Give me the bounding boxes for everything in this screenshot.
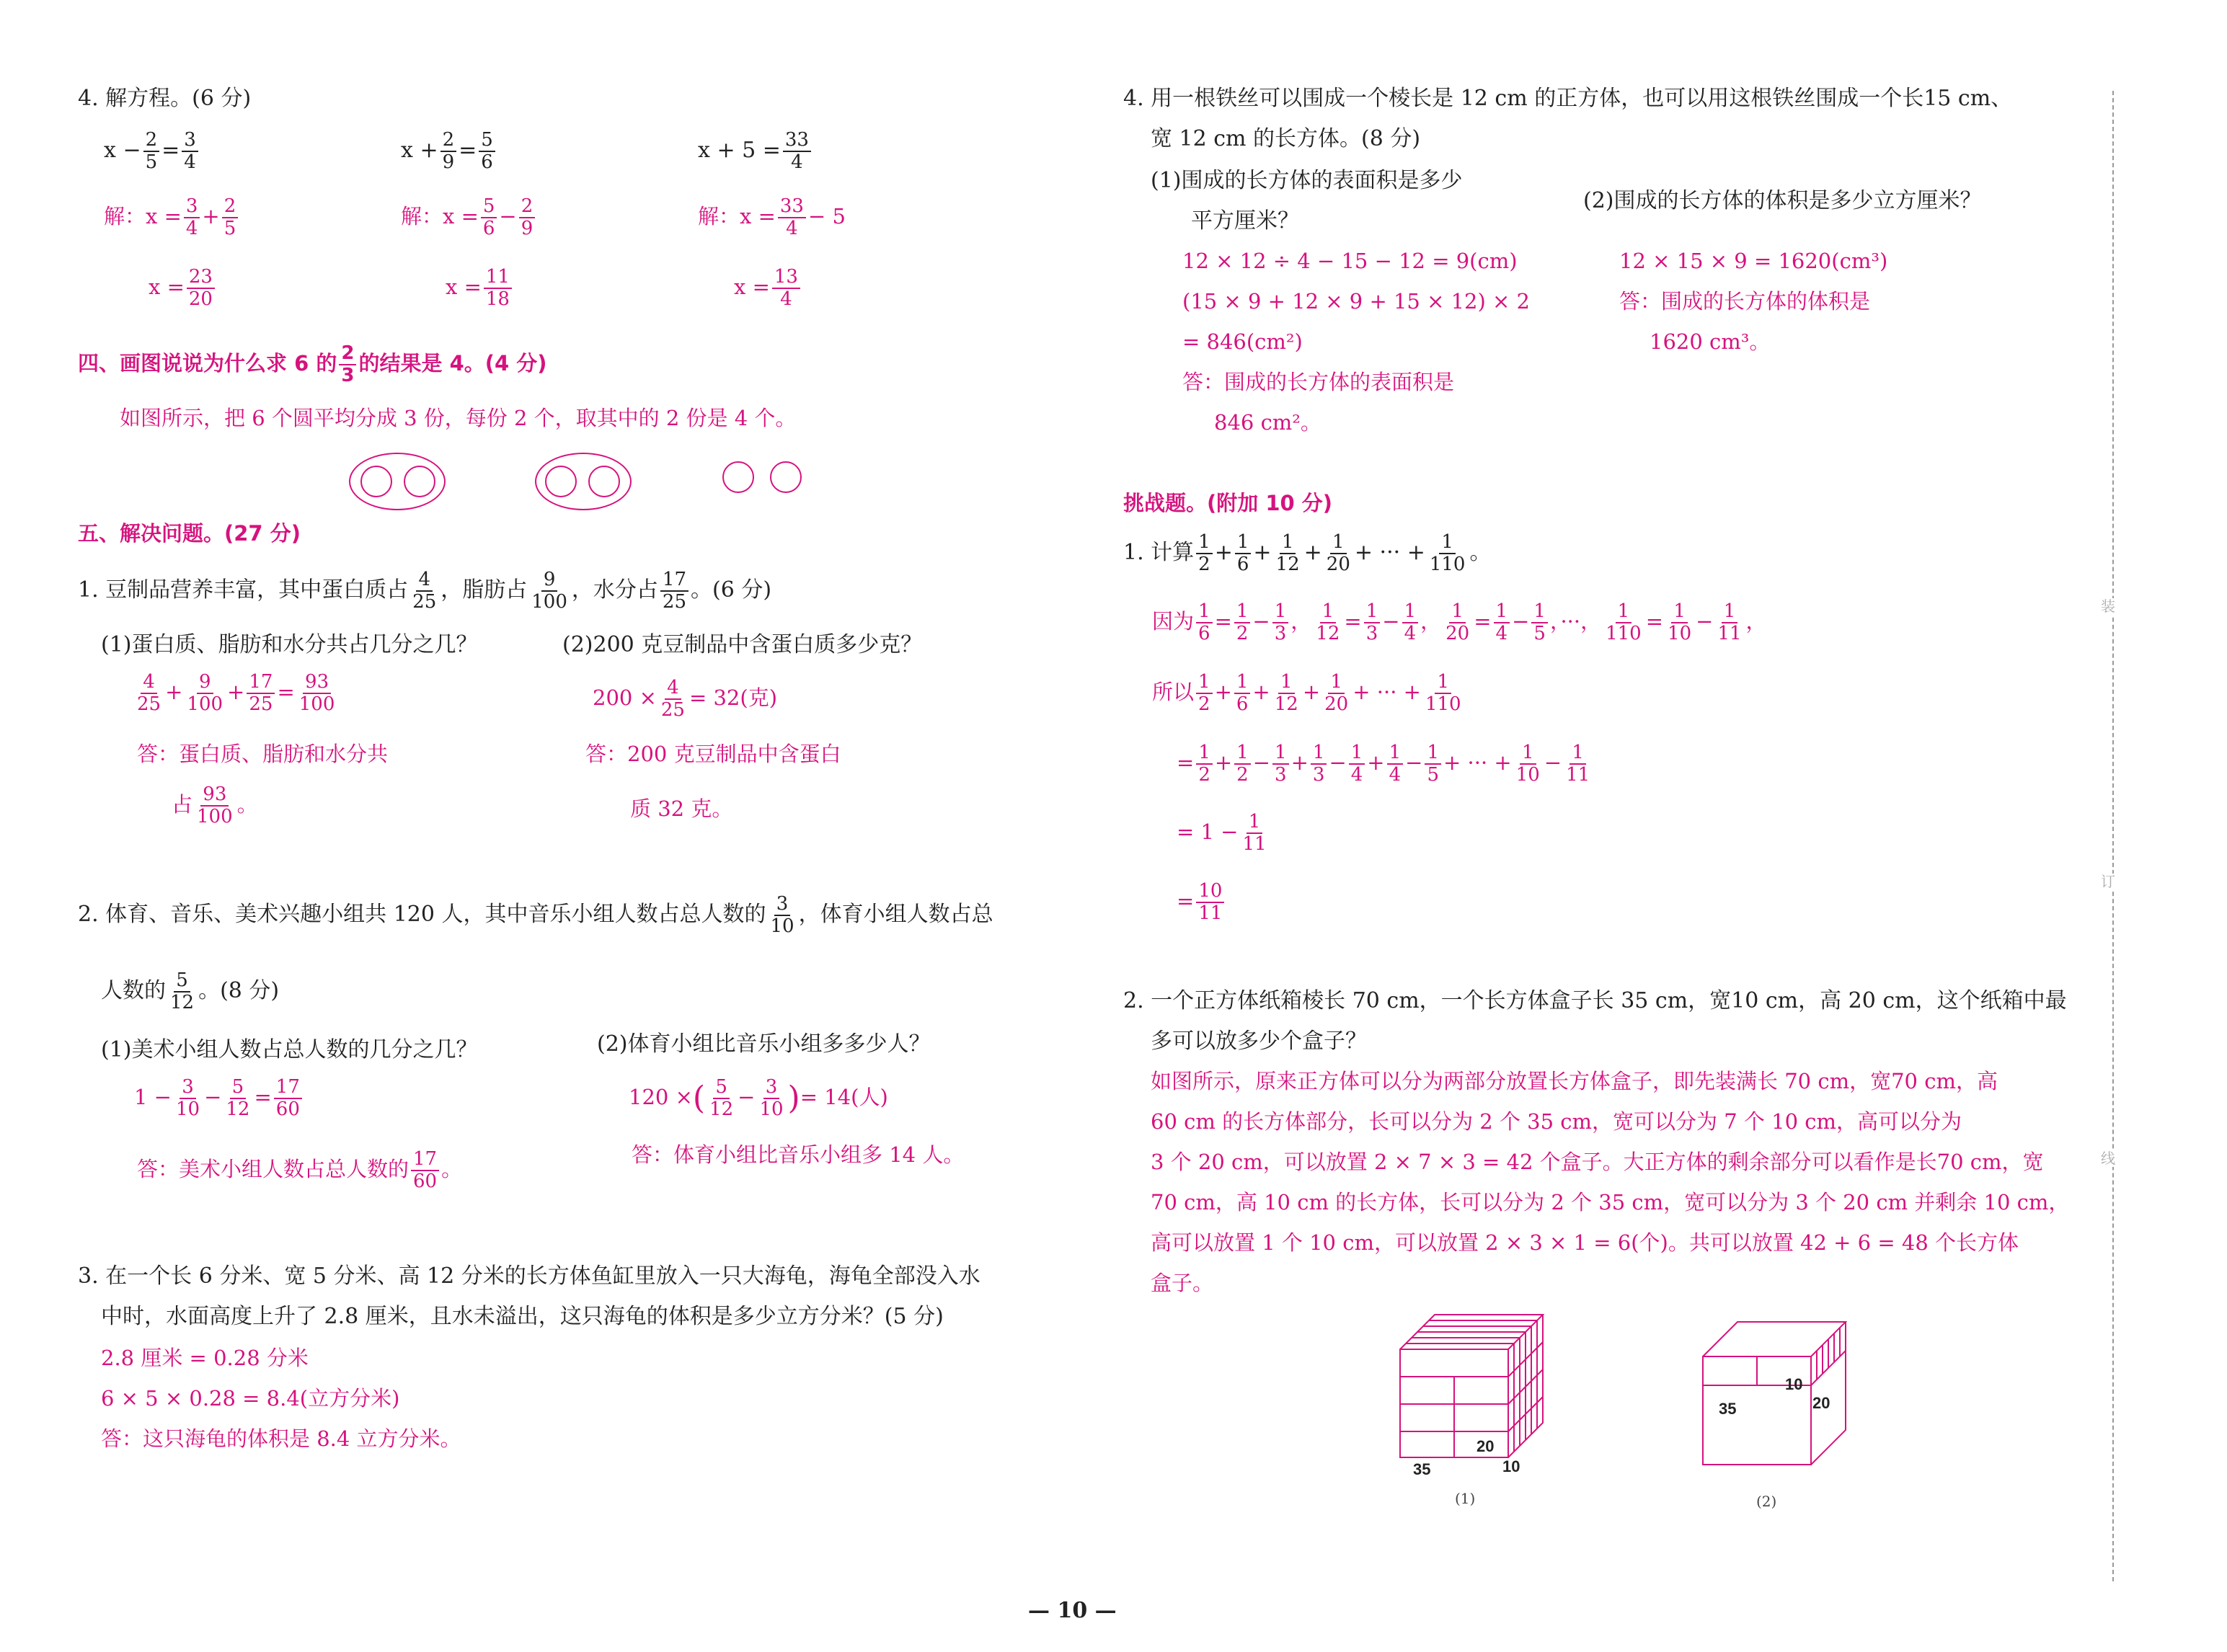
equation-2: x + $\frac{2}{9}$ = $\frac{5}{6}$ — [401, 130, 497, 173]
fraction: $\frac{1}{20}$ — [1324, 671, 1349, 716]
equation-2-step2: x = $\frac{11}{18}$ — [446, 267, 514, 310]
cube-1-label-35: 35 — [1413, 1460, 1431, 1478]
right-problem-4-answer-5: 846 cm²。 — [1214, 410, 1321, 435]
problem-2-answer-1: 答：美术小组人数占总人数的 $\frac{17}{60}$ 。 — [137, 1148, 463, 1193]
problem-3-answer-3: 答：这只海龟的体积是 8.4 立方分米。 — [101, 1426, 461, 1451]
challenge-2-answer-line-6: 盒子。 — [1151, 1271, 1214, 1295]
problem-1-calc1: $\frac{4}{25}$ + $\frac{9}{100}$ + $\frac{17}{25}$ = $\frac{93}{100}$ — [137, 671, 335, 716]
right-problem-4-answer-3: = 846(cm²) — [1182, 329, 1303, 354]
challenge-2-line1: 2. 一个正方体纸箱棱长 70 cm，一个长方体盒子长 35 cm，宽10 cm，高 20 cm，这个纸箱中最 — [1123, 988, 2067, 1013]
problem-1: 1. 豆制品营养丰富，其中蛋白质占 $\frac{4}{25}$ ，脂肪占 $\frac{9}{100}$ ，水分占 $\frac{17}{25}$ 。(6 分) — [78, 569, 772, 613]
binding-char-xian: 线 — [2101, 1150, 2115, 1167]
circle — [722, 461, 754, 493]
challenge-1-step4: = $\frac{10}{11}$ — [1177, 881, 1226, 924]
right-problem-4-sub1b: 平方厘米？ — [1191, 208, 1299, 234]
page-number: — 10 — — [1028, 1598, 1117, 1623]
challenge-2-line2: 多可以放多少个盒子？ — [1151, 1029, 1367, 1054]
right-problem-4-answer-b2: 答：围成的长方体的体积是 — [1619, 289, 1871, 314]
fraction: $\frac{1}{10}$ — [1668, 600, 1692, 645]
fraction: $\frac{1}{11}$ — [1566, 742, 1590, 786]
equation-1-step1: 解：x = $\frac{3}{4}$ + $\frac{2}{5}$ — [104, 196, 240, 239]
problem-2-line1: 2. 体育、音乐、美术兴趣小组共 120 人，其中音乐小组人数占总人数的 $\frac{3}{10}$ ，体育小组人数占总 — [78, 893, 993, 938]
problem-1-answer-1a: 答：蛋白质、脂肪和水分共 — [137, 742, 389, 766]
fraction: $\frac{1}{12}$ — [1275, 531, 1300, 576]
problem-2-calc2: 120 ×( $\frac{5}{12}$ − $\frac{3}{10}$ )= 14(人) — [629, 1076, 888, 1121]
fraction: $\frac{1}{12}$ — [1316, 600, 1340, 645]
section-4-heading: 四、画图说说为什么求 6 的 $\frac{2}{3}$ 的结果是 4。(4 分) — [78, 342, 547, 387]
cube-figure-1 — [1384, 1306, 1572, 1486]
equation-2-step1: 解：x = $\frac{5}{6}$ − $\frac{2}{9}$ — [401, 196, 537, 239]
right-problem-4-sub2: (2)围成的长方体的体积是多少立方厘米？ — [1583, 188, 1982, 213]
problem-2-calc1: 1 − $\frac{3}{10}$ − $\frac{5}{12}$ = $\frac{17}{60}$ — [134, 1077, 304, 1120]
right-problem-4-answer-b3: 1620 cm³。 — [1650, 329, 1771, 354]
right-problem-4-line1: 4. 用一根铁丝可以围成一个棱长是 12 cm 的正方体，也可以用这根铁丝围成一个长15 cm、 — [1123, 86, 2013, 111]
fraction: $\frac{1}{3}$ — [1311, 742, 1327, 786]
cube-2-caption: (2) — [1756, 1493, 1777, 1510]
binding-char-zhuang: 装 — [2101, 598, 2115, 615]
problem-3-line1: 3. 在一个长 6 分米、宽 5 分米、高 12 分米的长方体鱼缸里放入一只大海龟，海龟全部没入水 — [78, 1264, 980, 1289]
equation-problem-title: 4. 解方程。(6 分) — [78, 86, 252, 111]
equation-3: x + 5 = $\frac{33}{4}$ — [698, 130, 813, 173]
problem-1-answer-2b: 质 32 克。 — [630, 796, 733, 821]
challenge-2-answer-line-5: 高可以放置 1 个 10 cm，可以放置 2 × 3 × 1 = 6(个)。共可以放置 42 + 6 = 48 个长方体 — [1151, 1230, 2019, 1255]
problem-1-answer-1b: 占 $\frac{93}{100}$ 。 — [172, 783, 258, 828]
challenge-1-question: 1. 计算 $\frac{1}{2}$ + $\frac{1}{6}$ + $\frac{1}{12}$ + $\frac{1}{20}$ + ··· + $\frac{1}{110}$ 。 — [1123, 531, 1492, 576]
challenge-2-answer-line-1: 如图所示，原来正方体可以分为两部分放置长方体盒子，即先装满长 70 cm，宽70 cm，高 — [1151, 1069, 1998, 1093]
cube-1-label-10: 10 — [1502, 1457, 1520, 1475]
fraction: $\frac{1}{4}$ — [1494, 601, 1510, 644]
fraction: $\frac{1}{3}$ — [1364, 601, 1381, 644]
problem-2-answer-2: 答：体育小组比音乐小组多 14 人。 — [632, 1142, 965, 1167]
challenge-1-because: 因为 $\frac{1}{6}$ = $\frac{1}{2}$ − $\frac{1}{3}$ ， $\frac{1}{12}$ = $\frac{1}{3}$ − $\frac{1}{4}$ ， $\frac{1}{20}$ = $\frac{1}{4}$ − $\frac{1}{5}$ ，···， $\frac{1}{110}$ = $\frac{1}{10}$ − $\frac{1}{11}$ ， — [1152, 600, 1767, 645]
fraction: $\frac{1}{3}$ — [1272, 601, 1289, 644]
fraction: $\frac{1}{3}$ — [1272, 742, 1289, 786]
fraction: $\frac{1}{2}$ — [1196, 532, 1213, 575]
cube-2-label-35: 35 — [1719, 1400, 1737, 1418]
fraction: $\frac{1}{2}$ — [1234, 601, 1251, 644]
binding-char-ding: 订 — [2101, 873, 2115, 890]
challenge-1-expand: = $\frac{1}{2}$ + $\frac{1}{2}$ − $\frac{1}{3}$ + $\frac{1}{3}$ − $\frac{1}{4}$ + $\frac{1}{4}$ − $\frac{1}{5}$ + ··· + $\frac{1}{10}$ − $\frac{1}{11}$ — [1177, 742, 1594, 786]
circle — [770, 461, 802, 493]
circle — [588, 466, 620, 497]
equation-3-step2: x = $\frac{13}{4}$ — [734, 267, 802, 310]
fraction: $\frac{1}{2}$ — [1234, 742, 1251, 786]
problem-1-sub1: (1)蛋白质、脂肪和水分共占几分之几？ — [101, 632, 478, 657]
fraction: $\frac{1}{6}$ — [1234, 672, 1251, 715]
fraction: $\frac{1}{20}$ — [1326, 531, 1350, 576]
problem-2-sub2: (2)体育小组比音乐小组多多少人？ — [597, 1031, 931, 1057]
equation-1: x − $\frac{2}{5}$ = $\frac{3}{4}$ — [104, 130, 200, 173]
right-problem-4-answer-4: 答：围成的长方体的表面积是 — [1182, 370, 1455, 394]
fraction: $\frac{1}{5}$ — [1531, 601, 1548, 644]
cube-1-label-20: 20 — [1476, 1437, 1495, 1455]
fraction: $\frac{1}{4}$ — [1402, 601, 1419, 644]
challenge-1-so: 所以 $\frac{1}{2}$ + $\frac{1}{6}$ + $\frac{1}{12}$ + $\frac{1}{20}$ + ··· + $\frac{1}{110}$ — [1152, 671, 1461, 716]
fraction: $\frac{1}{110}$ — [1606, 600, 1642, 645]
cube-figure-2 — [1694, 1315, 1867, 1480]
cube-2-label-10: 10 — [1785, 1375, 1803, 1393]
right-problem-4-answer-b1: 12 × 15 × 9 = 1620(cm³) — [1619, 249, 1888, 273]
circle — [360, 466, 392, 497]
fraction: $\frac{1}{4}$ — [1349, 742, 1365, 786]
problem-1-sub2: (2)200 克豆制品中含蛋白质多少克？ — [562, 632, 923, 657]
equation-1-step2: x = $\frac{23}{20}$ — [149, 267, 217, 310]
binding-dashed-line — [2112, 91, 2114, 1581]
equation-3-step1: 解：x = $\frac{33}{4}$ − 5 — [698, 195, 846, 240]
problem-2-sub1: (1)美术小组人数占总人数的几分之几？ — [101, 1037, 478, 1062]
right-problem-4-line2: 宽 12 cm 的长方体。(8 分) — [1151, 126, 1421, 151]
section-4-answer: 如图所示，把 6 个圆平均分成 3 份，每份 2 个，取其中的 2 份是 4 个。 — [120, 406, 797, 430]
fraction: $\frac{1}{4}$ — [1387, 742, 1404, 786]
right-problem-4-answer-2: (15 × 9 + 12 × 9 + 15 × 12) × 2 — [1182, 289, 1530, 314]
cube-1-caption: (1) — [1455, 1490, 1476, 1507]
section-5-heading: 五、解决问题。(27 分) — [78, 521, 301, 546]
challenge-1-step3: = 1 − $\frac{1}{11}$ — [1177, 811, 1267, 856]
fraction: $\frac{1}{5}$ — [1425, 742, 1441, 786]
circle — [404, 466, 435, 497]
fraction: $\frac{1}{6}$ — [1196, 601, 1213, 644]
right-problem-4-answer-1: 12 × 12 ÷ 4 − 15 − 12 = 9(cm) — [1182, 249, 1518, 273]
problem-2-line2: 人数的 $\frac{5}{12}$ 。(8 分) — [101, 969, 280, 1014]
fraction: $\frac{1}{12}$ — [1274, 671, 1298, 716]
problem-1-answer-2a: 答：200 克豆制品中含蛋白 — [585, 742, 841, 766]
fraction: $\frac{1}{11}$ — [1717, 600, 1742, 645]
problem-3-answer-1: 2.8 厘米 = 0.28 分米 — [101, 1346, 309, 1370]
fraction: $\frac{1}{2}$ — [1196, 742, 1213, 786]
circle — [545, 466, 577, 497]
cube-2-top-face — [1703, 1322, 1846, 1356]
fraction: $\frac{1}{6}$ — [1235, 532, 1252, 575]
challenge-2-answer-line-4: 70 cm，高 10 cm 的长方体，长可以分为 2 个 35 cm，宽可以分为 3 个 20 cm 并剩余 10 cm， — [1151, 1190, 2070, 1214]
problem-3-answer-2: 6 × 5 × 0.28 = 8.4(立方分米) — [101, 1386, 400, 1411]
problem-3-line2: 中时，水面高度上升了 2.8 厘米，且水未溢出，这只海龟的体积是多少立方分米？(5 分) — [101, 1304, 944, 1329]
cube-2-label-20: 20 — [1812, 1394, 1830, 1412]
fraction: $\frac{1}{20}$ — [1445, 600, 1470, 645]
challenge-heading: 挑战题。(附加 10 分) — [1123, 491, 1333, 515]
challenge-2-answer-line-2: 60 cm 的长方体部分，长可以分为 2 个 35 cm，宽可以分为 7 个 10 cm，高可以分为 — [1151, 1109, 1962, 1134]
problem-1-calc2: 200 × $\frac{4}{25}$ = 32(克) — [593, 677, 778, 721]
right-problem-4-sub1a: (1)围成的长方体的表面积是多少 — [1151, 168, 1463, 193]
fraction: $\frac{1}{2}$ — [1196, 672, 1213, 715]
challenge-2-answer-line-3: 3 个 20 cm，可以放置 2 × 7 × 3 = 42 个盒子。大正方体的剩余部分可以看作是长70 cm，宽 — [1151, 1150, 2044, 1174]
fraction: $\frac{1}{10}$ — [1515, 742, 1540, 786]
